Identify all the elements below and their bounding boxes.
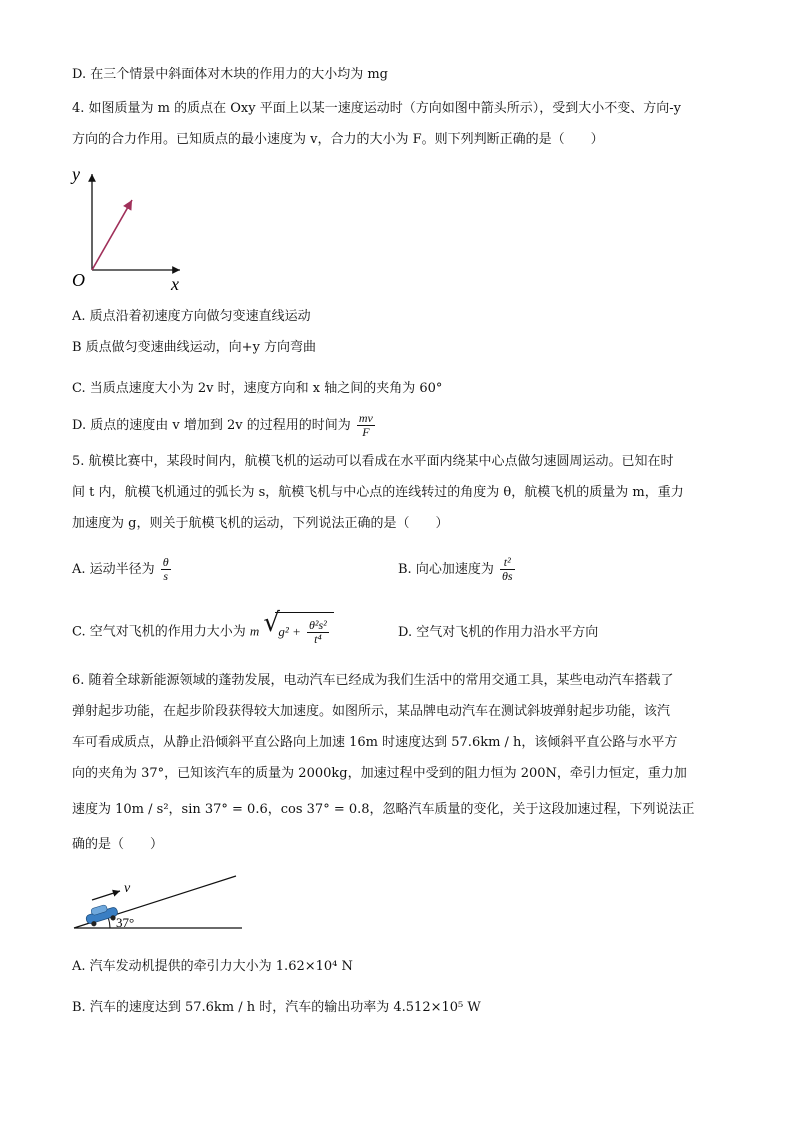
q5-option-c (72, 608, 334, 652)
q4-option-c: C. 当质点速度大小为 2v 时，速度方向和 x 轴之间的夹角为 60° (72, 381, 443, 396)
q4-stem-line-2: 方向的合力作用。已知质点的最小速度为 v，合力的大小为 F。则下列判断正确的是（ ） (72, 132, 604, 147)
q4-option-b: B 质点做匀变速曲线运动，向+y 方向弯曲 (72, 340, 317, 355)
q3-option-d: D. 在三个情景中斜面体对木块的作用力的大小均为 mg (72, 67, 389, 82)
velocity-label: v (124, 881, 131, 896)
fraction-denominator: s (163, 569, 169, 583)
square-root (263, 608, 333, 652)
q5-option-a-fraction (161, 556, 171, 583)
q6-stem-line-5: 速度为 10m / s²，sin 37° = 0.6，cos 37° = 0.8，忽略汽车质量的变化，关于这段加速过程，下列说法正 (72, 802, 695, 817)
q4-stem-line-1: 4. 如图质量为 m 的质点在 Oxy 平面上以某一速度运动时（方向如图中箭头所示），受到大小不变、方向-y (72, 101, 681, 116)
q4-option-d (72, 410, 377, 442)
q4-option-d-fraction (357, 412, 375, 439)
q5-option-b-fraction (500, 556, 515, 583)
q5-option-a (72, 552, 173, 588)
fraction-numerator: mv (358, 411, 373, 425)
y-axis-label: y (72, 164, 80, 184)
q5-stem-line-1: 5. 航模比赛中，某段时间内，航模飞机的运动可以看成在水平面内绕某中心点做匀速圆周运动。已知在时 (72, 454, 674, 469)
q6-slope-figure (70, 870, 250, 934)
q5-option-b (398, 552, 517, 588)
q6-stem-line-4: 向的夹角为 37°，已知该汽车的质量为 2000kg，加速过程中受到的阻力恒为 200N，牵引力恒定，重力加 (72, 766, 687, 781)
q5-option-b-text: B. 向心加速度为 (398, 562, 494, 577)
q6-stem-line-1: 6. 随着全球新能源领域的蓬勃发展，电动汽车已经成为我们生活中的常用交通工具，某些电动汽车搭载了 (72, 673, 674, 688)
velocity-arrow (92, 891, 120, 900)
radical-sign-icon: √ (263, 608, 280, 638)
fraction-denominator: t⁴ (314, 632, 322, 646)
q4-option-d-text: D. 质点的速度由 v 增加到 2v 的过程用的时间为 (72, 418, 351, 433)
x-axis-label: x (171, 274, 179, 294)
q5-option-d: D. 空气对飞机的作用力沿水平方向 (398, 625, 599, 640)
angle-label: 37° (116, 915, 135, 930)
fraction-denominator: θs (501, 569, 513, 583)
mass-symbol: m (249, 623, 260, 639)
velocity-arrow (92, 200, 132, 270)
fraction-denominator: F (362, 425, 370, 439)
q6-option-b: B. 汽车的速度达到 57.6km / h 时，汽车的输出功率为 4.512×10⁵ W (72, 1000, 481, 1015)
q5-stem-line-2: 间 t 内，航模飞机通过的弧长为 s，航模飞机与中心点的连线转过的角度为 θ，航模飞机的质量为 m，重力 (72, 485, 684, 500)
q4-option-a: A. 质点沿着初速度方向做匀变速直线运动 (72, 309, 311, 324)
fraction-numerator: θ (162, 555, 169, 569)
fraction-numerator: t² (500, 556, 515, 570)
q5-option-a-text: A. 运动半径为 (72, 562, 155, 577)
q4-coordinate-figure (66, 164, 190, 294)
q5-stem-line-3: 加速度为 g，则关于航模飞机的运动，下列说法正确的是（ ） (72, 516, 449, 531)
q6-stem-line-2: 弹射起步功能，在起步阶段获得较大加速度。如图所示，某品牌电动汽车在测试斜坡弹射起步功能，该汽 (72, 704, 671, 719)
car-icon (84, 902, 120, 928)
fraction-numerator: θ²s² (308, 618, 327, 632)
q6-option-a: A. 汽车发动机提供的牵引力大小为 1.62×10⁴ N (72, 959, 353, 974)
g-squared-term: g² + (278, 624, 301, 639)
q5-option-c-fraction (307, 619, 329, 646)
radicand (275, 612, 333, 652)
q6-stem-line-6: 确的是（ ） (72, 837, 164, 852)
origin-label: O (72, 270, 85, 290)
q6-stem-line-3: 车可看成质点，从静止沿倾斜平直公路向上加速 16m 时速度达到 57.6km / h，该倾斜平直公路与水平方 (72, 735, 678, 750)
q5-option-c-text: C. 空气对飞机的作用力大小为 (72, 624, 246, 640)
